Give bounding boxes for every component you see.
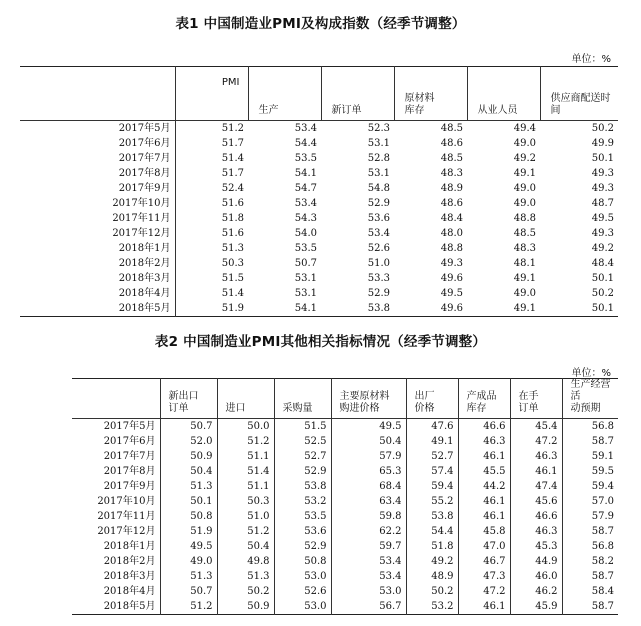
table-cell: 51.7 [221, 168, 244, 179]
table-cell: 48.0 [440, 228, 463, 239]
table-cell: 53.8 [367, 303, 390, 314]
table-row [20, 301, 618, 317]
table-cell: 52.9 [367, 288, 390, 299]
table-cell: 49.3 [591, 183, 614, 194]
table-cell: 46.7 [458, 554, 510, 569]
table-cell: 54.3 [294, 213, 317, 224]
table-cell: 50.8 [160, 509, 217, 524]
table-row [20, 256, 618, 271]
table-cell: 49.0 [513, 198, 536, 209]
table-cell: 51.5 [274, 419, 331, 435]
table-cell: 50.9 [217, 599, 274, 615]
table-cell: 46.3 [510, 524, 562, 539]
table-cell: 52.6 [367, 243, 390, 254]
table-cell: 49.5 [160, 539, 217, 554]
table-cell: 49.2 [513, 153, 536, 164]
table-cell: 53.5 [294, 243, 317, 254]
table-cell: 53.8 [406, 509, 458, 524]
table-cell: 46.0 [510, 569, 562, 584]
table2 [72, 378, 618, 615]
table-cell: 53.3 [367, 273, 390, 284]
table-row [20, 136, 618, 151]
table-cell: 49.9 [591, 138, 614, 149]
table1-header-corner [20, 67, 175, 121]
table-cell: 46.1 [458, 449, 510, 464]
row-label: 2017年9月 [72, 479, 160, 494]
table-cell: 58.7 [562, 524, 618, 539]
row-label: 2017年6月 [20, 136, 175, 151]
table-cell: 48.4 [591, 258, 614, 269]
table-cell: 49.0 [513, 138, 536, 149]
row-label: 2017年10月 [72, 494, 160, 509]
table-row [20, 121, 618, 137]
row-label: 2017年5月 [72, 419, 160, 435]
table-cell: 50.2 [406, 584, 458, 599]
table-cell: 48.1 [513, 258, 536, 269]
table-cell: 53.1 [367, 138, 390, 149]
table-cell: 45.4 [510, 419, 562, 435]
table-cell: 45.6 [510, 494, 562, 509]
row-label: 2018年5月 [20, 301, 175, 317]
table-cell: 49.8 [217, 554, 274, 569]
table-cell: 53.5 [294, 153, 317, 164]
table-cell: 50.1 [591, 273, 614, 284]
table1-header-text: 新订单 [331, 105, 362, 116]
table-cell: 49.2 [591, 243, 614, 254]
table-cell: 58.2 [562, 554, 618, 569]
table-cell: 53.4 [294, 198, 317, 209]
table-cell: 55.2 [406, 494, 458, 509]
table-cell: 52.6 [274, 584, 331, 599]
table-cell: 50.9 [160, 449, 217, 464]
table1-header-text: 生产 [258, 105, 279, 116]
table-cell: 46.3 [458, 434, 510, 449]
table-cell: 51.0 [367, 258, 390, 269]
table-cell: 53.1 [367, 168, 390, 179]
table-cell: 54.4 [406, 524, 458, 539]
table-cell: 54.1 [294, 168, 317, 179]
table-cell: 48.6 [440, 138, 463, 149]
table-cell: 49.6 [440, 303, 463, 314]
table-cell: 48.4 [440, 213, 463, 224]
table-cell: 54.7 [294, 183, 317, 194]
table-cell: 49.5 [331, 419, 406, 435]
table-cell: 52.5 [274, 434, 331, 449]
table2-header: 主要原材料 购进价格 [331, 379, 406, 419]
table-cell: 51.1 [217, 449, 274, 464]
table-cell: 49.6 [440, 273, 463, 284]
table-cell: 47.2 [458, 584, 510, 599]
row-label: 2017年12月 [20, 226, 175, 241]
table-row [20, 211, 618, 226]
table-cell: 53.0 [274, 569, 331, 584]
table-cell: 50.2 [217, 584, 274, 599]
table2-header: 生产经营活 动预期 [562, 379, 618, 419]
table-cell: 59.1 [562, 449, 618, 464]
table-cell: 47.6 [406, 419, 458, 435]
table2-unit: 单位：% [571, 368, 611, 379]
table-cell: 54.0 [294, 228, 317, 239]
table-cell: 47.3 [458, 569, 510, 584]
table-cell: 53.0 [331, 584, 406, 599]
table-cell: 44.9 [510, 554, 562, 569]
table-cell: 52.8 [367, 153, 390, 164]
table-cell: 58.7 [562, 599, 618, 615]
table-row [72, 494, 618, 509]
table2-header: 采购量 [274, 379, 331, 419]
table-cell: 51.5 [221, 273, 244, 284]
table-cell: 49.2 [406, 554, 458, 569]
table-cell: 45.9 [510, 599, 562, 615]
table-cell: 46.6 [458, 419, 510, 435]
table-cell: 51.7 [221, 138, 244, 149]
table-cell: 48.8 [440, 243, 463, 254]
table-cell: 51.4 [221, 288, 244, 299]
table-cell: 51.4 [221, 153, 244, 164]
table-cell: 50.7 [160, 419, 217, 435]
row-label: 2017年11月 [72, 509, 160, 524]
table-cell: 51.4 [217, 464, 274, 479]
row-label: 2018年1月 [72, 539, 160, 554]
table-cell: 48.9 [440, 183, 463, 194]
table-cell: 47.4 [510, 479, 562, 494]
table2-header-corner [72, 379, 160, 419]
table-cell: 51.2 [217, 524, 274, 539]
table-cell: 53.4 [294, 123, 317, 134]
table-cell: 50.0 [217, 419, 274, 435]
table-cell: 50.7 [160, 584, 217, 599]
table-cell: 50.7 [294, 258, 317, 269]
table-cell: 51.3 [217, 569, 274, 584]
table-cell: 52.7 [274, 449, 331, 464]
table-cell: 48.5 [513, 228, 536, 239]
table-cell: 57.9 [331, 449, 406, 464]
table-cell: 62.2 [331, 524, 406, 539]
table-cell: 51.6 [221, 228, 244, 239]
table1-header: 供应商配送时 间 [540, 67, 618, 121]
table2-header: 产成品 库存 [458, 379, 510, 419]
row-label: 2018年3月 [72, 569, 160, 584]
row-label: 2017年6月 [72, 434, 160, 449]
table-row [72, 434, 618, 449]
table-cell: 47.0 [458, 539, 510, 554]
table-cell: 52.9 [367, 198, 390, 209]
table-cell: 52.9 [274, 464, 331, 479]
table-row [20, 226, 618, 241]
table-row [72, 464, 618, 479]
table-row [72, 509, 618, 524]
table2-header: 新出口 订单 [160, 379, 217, 419]
table-cell: 53.5 [274, 509, 331, 524]
table-cell: 53.2 [406, 599, 458, 615]
table-cell: 57.4 [406, 464, 458, 479]
table-row [72, 479, 618, 494]
table-row [20, 241, 618, 256]
table-cell: 53.1 [294, 288, 317, 299]
row-label: 2018年4月 [72, 584, 160, 599]
row-label: 2017年7月 [72, 449, 160, 464]
table2-body [72, 419, 618, 615]
row-label: 2017年7月 [20, 151, 175, 166]
table-cell: 48.5 [440, 123, 463, 134]
table-cell: 49.0 [160, 554, 217, 569]
table-cell: 49.1 [513, 303, 536, 314]
table-cell: 50.4 [331, 434, 406, 449]
table-cell: 53.1 [294, 273, 317, 284]
table-cell: 56.8 [562, 419, 618, 435]
table1-header-row [20, 67, 618, 121]
table-cell: 50.8 [274, 554, 331, 569]
row-label: 2017年5月 [20, 121, 175, 137]
table-cell: 54.4 [294, 138, 317, 149]
table-cell: 59.5 [562, 464, 618, 479]
table-cell: 50.3 [221, 258, 244, 269]
table-cell: 52.9 [274, 539, 331, 554]
table-cell: 53.6 [274, 524, 331, 539]
table-cell: 58.4 [562, 584, 618, 599]
table-cell: 48.9 [406, 569, 458, 584]
table-cell: 46.2 [510, 584, 562, 599]
table1-title: 表1 中国制造业PMI及构成指数（经季节调整） [175, 16, 466, 32]
table-cell: 51.1 [217, 479, 274, 494]
table-cell: 53.8 [274, 479, 331, 494]
table-cell: 53.4 [331, 569, 406, 584]
row-label: 2017年11月 [20, 211, 175, 226]
table-cell: 46.1 [458, 494, 510, 509]
table-row [72, 584, 618, 599]
table-cell: 49.3 [591, 168, 614, 179]
row-label: 2018年1月 [20, 241, 175, 256]
table-cell: 51.6 [221, 198, 244, 209]
table-cell: 51.8 [406, 539, 458, 554]
table-cell: 49.0 [513, 288, 536, 299]
table-cell: 51.3 [221, 243, 244, 254]
table-row [20, 166, 618, 181]
row-label: 2018年5月 [72, 599, 160, 615]
table-row [72, 569, 618, 584]
table-row [72, 524, 618, 539]
table-cell: 68.4 [331, 479, 406, 494]
table1-body [20, 121, 618, 317]
table1 [20, 66, 618, 317]
table-cell: 59.7 [331, 539, 406, 554]
table-cell: 51.3 [160, 569, 217, 584]
table-cell: 54.1 [294, 303, 317, 314]
table-cell: 50.4 [217, 539, 274, 554]
table2-header: 出厂 价格 [406, 379, 458, 419]
table-cell: 50.3 [217, 494, 274, 509]
table-cell: 50.1 [160, 494, 217, 509]
table-cell: 50.1 [591, 303, 614, 314]
table-cell: 51.9 [221, 303, 244, 314]
table-cell: 51.9 [160, 524, 217, 539]
table-cell: 56.8 [562, 539, 618, 554]
table2-header: 在手 订单 [510, 379, 562, 419]
table-cell: 53.0 [274, 599, 331, 615]
table-cell: 54.8 [367, 183, 390, 194]
row-label: 2017年8月 [20, 166, 175, 181]
table-cell: 53.4 [331, 554, 406, 569]
row-label: 2017年12月 [72, 524, 160, 539]
table-cell: 53.2 [274, 494, 331, 509]
table1-header [321, 67, 394, 121]
table-cell: 49.5 [440, 288, 463, 299]
table-cell: 52.4 [221, 183, 244, 194]
table2-header: 进口 [217, 379, 274, 419]
table-row [20, 196, 618, 211]
table1-header: 从业人员 [467, 67, 540, 121]
table-cell: 45.5 [458, 464, 510, 479]
table-cell: 44.2 [458, 479, 510, 494]
table-cell: 59.8 [331, 509, 406, 524]
row-label: 2017年9月 [20, 181, 175, 196]
table-cell: 58.7 [562, 434, 618, 449]
table-cell: 51.2 [221, 123, 244, 134]
table-row [20, 271, 618, 286]
table-cell: 49.5 [591, 213, 614, 224]
table-cell: 63.4 [331, 494, 406, 509]
table-cell: 50.2 [591, 123, 614, 134]
table-cell: 53.6 [367, 213, 390, 224]
table-cell: 65.3 [331, 464, 406, 479]
table-cell: 49.1 [406, 434, 458, 449]
table-cell: 49.1 [513, 273, 536, 284]
table-cell: 50.4 [160, 464, 217, 479]
table-cell: 49.4 [513, 123, 536, 134]
table-cell: 47.2 [510, 434, 562, 449]
table-cell: 52.7 [406, 449, 458, 464]
table-row [20, 151, 618, 166]
table-row [20, 181, 618, 196]
table-cell: 56.7 [331, 599, 406, 615]
table2-header-row [72, 379, 618, 419]
table-row [72, 449, 618, 464]
table-cell: 46.1 [458, 509, 510, 524]
table-cell: 48.3 [513, 243, 536, 254]
table-cell: 52.3 [367, 123, 390, 134]
table-cell: 51.3 [160, 479, 217, 494]
table-cell: 45.8 [458, 524, 510, 539]
table1-header: PMI [175, 67, 248, 121]
table-cell: 49.3 [440, 258, 463, 269]
row-label: 2017年8月 [72, 464, 160, 479]
table-cell: 46.1 [458, 599, 510, 615]
table-cell: 57.9 [562, 509, 618, 524]
row-label: 2017年10月 [20, 196, 175, 211]
table-cell: 52.0 [160, 434, 217, 449]
table-cell: 53.4 [367, 228, 390, 239]
table-cell: 51.2 [217, 434, 274, 449]
table-cell: 46.1 [510, 464, 562, 479]
table-cell: 51.2 [160, 599, 217, 615]
table-cell: 58.7 [562, 569, 618, 584]
row-label: 2018年2月 [20, 256, 175, 271]
table-cell: 59.4 [406, 479, 458, 494]
table-row [72, 599, 618, 615]
row-label: 2018年2月 [72, 554, 160, 569]
table-cell: 50.2 [591, 288, 614, 299]
table2-title: 表2 中国制造业PMI其他相关指标情况（经季节调整） [154, 334, 487, 350]
table-cell: 51.0 [217, 509, 274, 524]
table-cell: 48.3 [440, 168, 463, 179]
row-label: 2018年4月 [20, 286, 175, 301]
table-cell: 46.6 [510, 509, 562, 524]
table-cell: 49.0 [513, 183, 536, 194]
table1-header: 原材料 库存 [394, 67, 467, 121]
table-cell: 59.4 [562, 479, 618, 494]
table-cell: 48.8 [513, 213, 536, 224]
table-cell: 57.0 [562, 494, 618, 509]
table-cell: 48.7 [591, 198, 614, 209]
table-cell: 49.1 [513, 168, 536, 179]
table-row [72, 419, 618, 435]
table-row [72, 539, 618, 554]
table-cell: 48.6 [440, 198, 463, 209]
table-cell: 45.3 [510, 539, 562, 554]
table-row [20, 286, 618, 301]
table1-unit: 单位：% [571, 54, 611, 65]
table-cell: 50.1 [591, 153, 614, 164]
table-cell: 46.3 [510, 449, 562, 464]
row-label: 2018年3月 [20, 271, 175, 286]
table1-header [248, 67, 321, 121]
table-row [72, 554, 618, 569]
table-cell: 51.8 [221, 213, 244, 224]
table-cell: 48.5 [440, 153, 463, 164]
table-cell: 49.3 [591, 228, 614, 239]
